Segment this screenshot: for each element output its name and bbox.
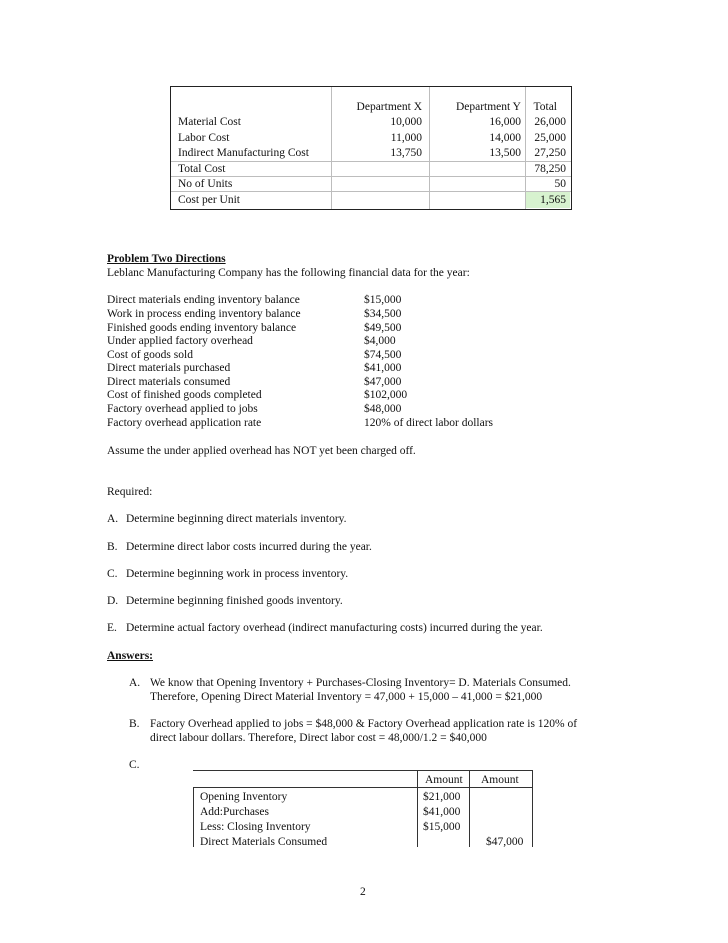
- row-divider: [193, 770, 532, 771]
- list-item-value: $49,500: [364, 322, 402, 334]
- cell-value: 27,250: [534, 147, 566, 159]
- list-item-value: 120% of direct labor dollars: [364, 417, 494, 429]
- requirement-text: Determine beginning finished goods inventory.: [126, 595, 343, 607]
- page-number: 2: [360, 886, 366, 898]
- cell-value: $47,000: [486, 836, 524, 848]
- requirement-text: Determine beginning direct materials inventory.: [126, 513, 347, 525]
- answer-b-line2: direct labour dollars. Therefore, Direct labor cost = 48,000/1.2 = $40,000: [150, 732, 487, 744]
- cell-value: 11,000: [390, 132, 422, 144]
- row-label: Labor Cost: [178, 132, 230, 144]
- row-label: Indirect Manufacturing Cost: [178, 147, 309, 159]
- row-label: Opening Inventory: [200, 791, 288, 803]
- row-label: Less: Closing Inventory: [200, 821, 311, 833]
- header-dept-y: Department Y: [455, 101, 521, 113]
- list-item-label: Work in process ending inventory balance: [107, 308, 301, 320]
- cell-value: $21,000: [423, 791, 461, 803]
- row-label: No of Units: [178, 178, 233, 190]
- table-row: [171, 131, 571, 146]
- answer-b-line1: Factory Overhead applied to jobs = $48,000 & Factory Overhead application rate is 120% of: [150, 718, 578, 730]
- cell-value: $15,000: [423, 821, 461, 833]
- answer-letter: C.: [129, 759, 140, 771]
- list-item-value: $74,500: [364, 349, 402, 361]
- answer-a-line1: We know that Opening Inventory + Purchases-Closing Inventory= D. Materials Consumed.: [150, 677, 571, 689]
- table-row: [171, 162, 571, 177]
- row-label: Add:Purchases: [200, 806, 269, 818]
- list-item-value: $48,000: [364, 403, 402, 415]
- cell-value: 14,000: [489, 132, 521, 144]
- header-dept-x: Department X: [356, 101, 422, 113]
- header-total: Total: [533, 101, 557, 113]
- row-divider: [193, 787, 532, 788]
- problem-intro: Leblanc Manufacturing Company has the following financial data for the year:: [107, 267, 470, 279]
- requirement-text: Determine actual factory overhead (indirect manufacturing costs) incurred during the year.: [126, 622, 543, 634]
- list-item-value: $4,000: [364, 335, 396, 347]
- department-cost-table: [170, 86, 572, 210]
- cell-value: 1,565: [540, 194, 566, 206]
- list-item-label: Cost of finished goods completed: [107, 389, 262, 401]
- list-item-label: Under applied factory overhead: [107, 335, 253, 347]
- requirement-letter: B.: [107, 541, 118, 553]
- answers-heading: Answers:: [107, 650, 153, 662]
- list-item-value: $15,000: [364, 294, 402, 306]
- header-amount: Amount: [481, 774, 519, 786]
- column-divider: [193, 787, 194, 847]
- list-item-label: Factory overhead applied to jobs: [107, 403, 258, 415]
- row-label: Cost per Unit: [178, 194, 240, 206]
- table-row: [171, 146, 571, 161]
- requirement-letter: C.: [107, 568, 118, 580]
- problem-heading: Problem Two Directions: [107, 253, 226, 265]
- list-item-label: Factory overhead application rate: [107, 417, 262, 429]
- answer-letter: A.: [129, 677, 141, 689]
- table-header-row: [171, 100, 571, 115]
- list-item-value: $102,000: [364, 389, 408, 401]
- column-divider: [469, 770, 470, 847]
- cell-value: 16,000: [489, 116, 521, 128]
- answer-letter: B.: [129, 718, 140, 730]
- cell-value: 26,000: [534, 116, 566, 128]
- list-item-label: Cost of goods sold: [107, 349, 193, 361]
- list-item-value: $47,000: [364, 376, 402, 388]
- list-item-label: Finished goods ending inventory balance: [107, 322, 297, 334]
- row-label: Material Cost: [178, 116, 241, 128]
- list-item-label: Direct materials ending inventory balance: [107, 294, 300, 306]
- requirement-letter: E.: [107, 622, 117, 634]
- cell-value: 13,500: [489, 147, 521, 159]
- list-item-value: $41,000: [364, 362, 402, 374]
- column-divider: [532, 770, 533, 847]
- cell-value: $41,000: [423, 806, 461, 818]
- table-row: [171, 115, 571, 130]
- requirement-text: Determine direct labor costs incurred during the year.: [126, 541, 372, 553]
- required-label: Required:: [107, 486, 153, 498]
- cell-value: 50: [554, 178, 566, 190]
- cell-value: 25,000: [534, 132, 566, 144]
- row-label: Direct Materials Consumed: [200, 836, 328, 848]
- list-item-value: $34,500: [364, 308, 402, 320]
- cell-value: 78,250: [534, 163, 566, 175]
- requirement-letter: A.: [107, 513, 119, 525]
- cell-value: 13,750: [390, 147, 422, 159]
- table-row: [171, 177, 571, 192]
- assumption-note: Assume the under applied overhead has NOT yet been charged off.: [107, 445, 416, 457]
- list-item-label: Direct materials purchased: [107, 362, 231, 374]
- table-row: [171, 193, 571, 208]
- cell-value: 10,000: [390, 116, 422, 128]
- requirement-letter: D.: [107, 595, 119, 607]
- column-divider: [417, 770, 418, 847]
- answer-a-line2: Therefore, Opening Direct Material Inventory = 47,000 + 15,000 – 41,000 = $21,000: [150, 691, 543, 703]
- list-item-label: Direct materials consumed: [107, 376, 231, 388]
- requirement-text: Determine beginning work in process inventory.: [126, 568, 349, 580]
- header-amount: Amount: [425, 774, 463, 786]
- row-label: Total Cost: [178, 163, 226, 175]
